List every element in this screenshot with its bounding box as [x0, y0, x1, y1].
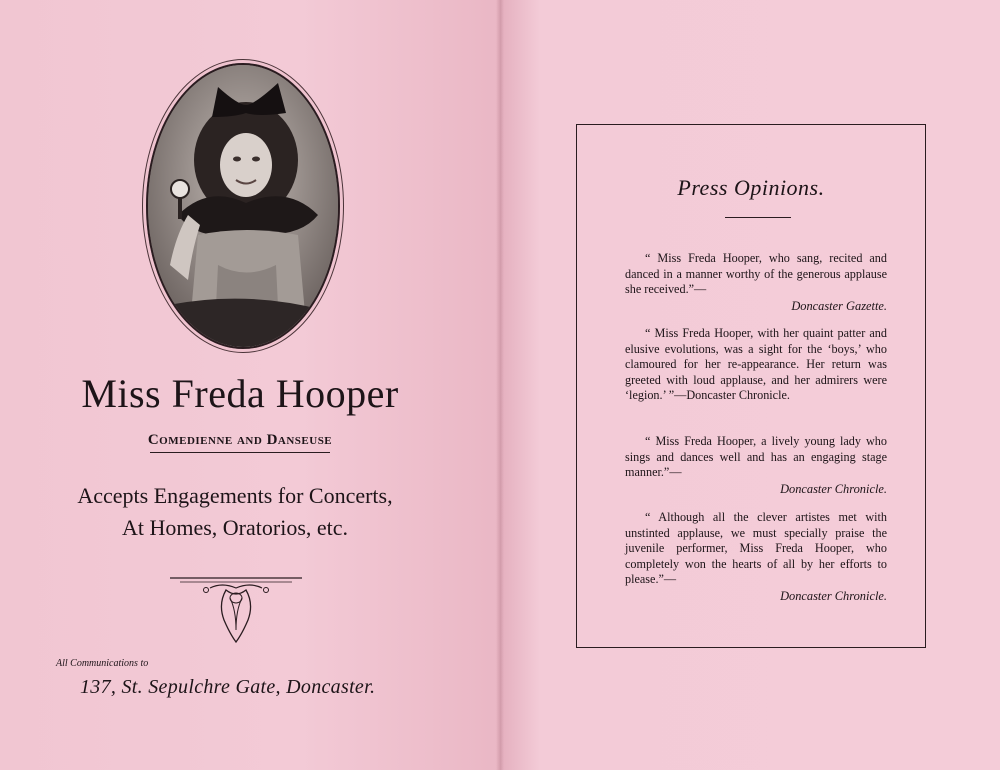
quote-text: “ Although all the clever artistes met with unstinted applause, we must specially praise the juvenile performer, Miss Freda Hooper, who completely won the hearts of all by her efforts to please.”—	[625, 510, 887, 587]
engagements-text	[30, 480, 440, 544]
contact-address: 137, St. Sepulchre Gate, Doncaster.	[80, 676, 376, 698]
subtitle-underline	[150, 452, 330, 453]
communications-label: All Communications to	[56, 658, 149, 669]
performer-portrait-icon	[148, 65, 338, 347]
quote-source: Doncaster Chronicle.	[780, 481, 887, 496]
quote-text: “ Miss Freda Hooper, a lively young lady who sings and dances well and has an engaging stage manner.”—	[625, 434, 887, 480]
press-opinions-box	[576, 124, 926, 648]
press-quote	[625, 326, 887, 404]
engagements-line-2: At Homes, Oratorios, etc.	[121, 515, 349, 540]
quote-source: Doncaster Gazette.	[791, 298, 887, 313]
press-quote	[625, 510, 887, 605]
performer-name: Miss Freda Hooper	[81, 371, 399, 416]
quote-text: “ Miss Freda Hooper, who sang, recited and danced in a manner worthy of the generous applause she received.”—	[625, 251, 887, 297]
page-fold	[496, 0, 504, 770]
engagements-line-1: Accepts Engagements for Concerts,	[77, 483, 393, 508]
portrait-photo	[146, 63, 340, 349]
press-quote	[625, 434, 887, 497]
title-rule	[725, 217, 791, 218]
quote-text: “ Miss Freda Hooper, with her quaint patter and elusive evolutions, was a sight for the ‘boys,’ who clamoured for her re-appearance. Her return was greeted with loud applause, and her admirers were ‘legion.’ ”—Doncaster Chronicle.	[625, 326, 887, 403]
performer-subtitle: Comedienne and Danseuse	[147, 432, 333, 448]
press-quote	[625, 251, 887, 314]
quote-source: Doncaster Chronicle.	[780, 588, 887, 603]
decorative-ornament-icon	[170, 574, 302, 648]
press-opinions-title: Press Opinions.	[677, 175, 825, 200]
